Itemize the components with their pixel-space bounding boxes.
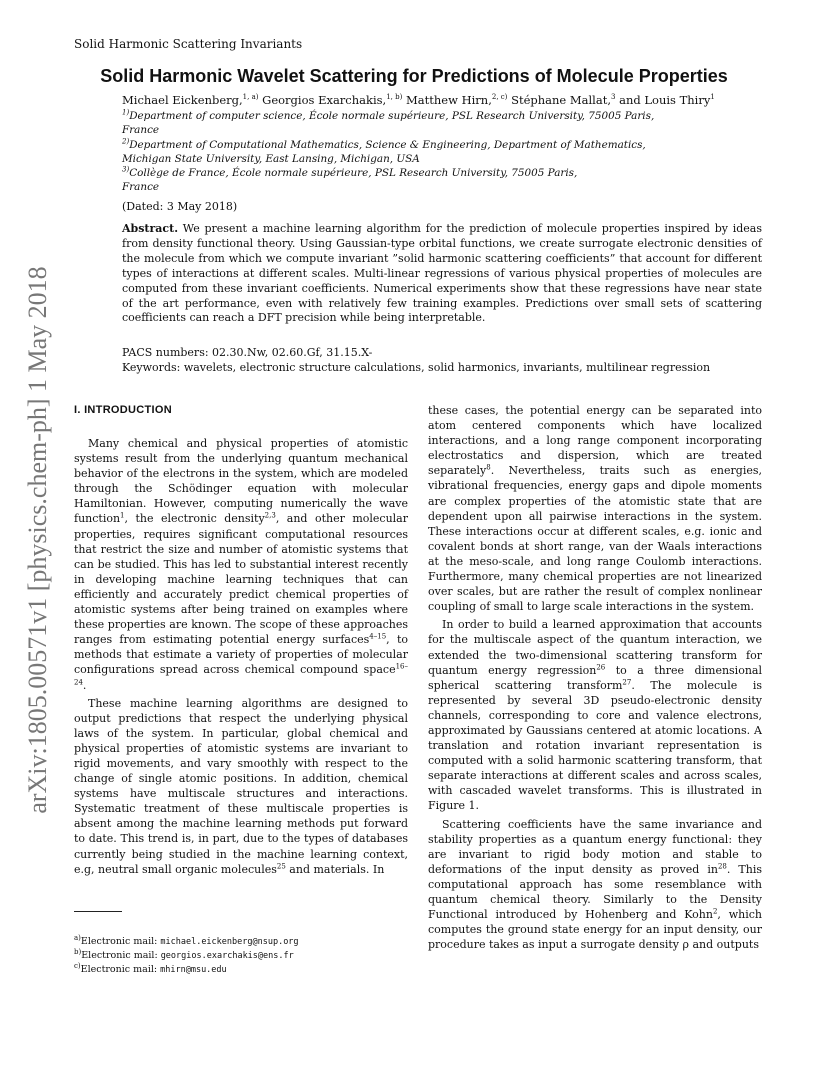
section-heading-introduction: I. INTRODUCTION <box>74 404 172 416</box>
footnote: $^{b)}$Electronic mail: georgios.exarchakis@ens.fr <box>74 947 294 961</box>
affiliations <box>122 109 702 195</box>
abstract <box>122 222 762 326</box>
paragraph: Many chemical and physical properties of atomistic systems result from the underlying quantum mechanical behavior of the electrons in the system, which are modeled through the Schödinger equation with molecular Hamiltonian. However, computing numerically the wave function$^1$, the electronic density$^{2,3}$, and other molecular properties, requires significant computational resources that restrict the size and number of atomistic systems that can be studied. This has led to substantial interest recently in developing machine learning techniques that can efficiently and accurately predict chemical properties of atomistic systems after being trained on examples where these properties are known. The scope of these approaches ranges from estimating potential energy surfaces$^{4-15}$, to methods that estimate a variety of properties of molecular configurations spread across chemical compound space$^{16-24}$. <box>74 437 408 692</box>
footnote: $^{c)}$Electronic mail: mhirn@msu.edu <box>74 961 227 975</box>
citation: 16–24 <box>74 662 408 686</box>
affiliation-mark: 1) <box>122 108 130 117</box>
keywords: Keywords: wavelets, electronic structure calculations, solid harmonics, invariants, multilinear regression <box>122 361 711 374</box>
affiliation-mark: 2) <box>122 137 130 146</box>
citation: 26 <box>596 662 606 671</box>
citation: 4–15 <box>369 632 387 641</box>
affiliation-line: Michigan State University, East Lansing, Michigan, USA <box>122 152 420 165</box>
affiliation-line: $^{3)}$Collège de France, École normale supérieure, PSL Research University, 75005 Paris, <box>122 165 578 180</box>
email-link[interactable]: mhirn@msu.edu <box>160 965 227 975</box>
left-column <box>74 436 408 877</box>
email-link[interactable]: georgios.exarchakis@ens.fr <box>160 951 294 961</box>
citation: 25 <box>276 861 286 870</box>
author-name: Georgios Exarchakis, <box>262 93 387 107</box>
arxiv-identifier-watermark: arXiv:1805.00571v1 [physics.chem-ph] 1 May 2018 <box>23 266 52 814</box>
affiliation-line: $^{1)}$Department of computer science, École normale supérieure, PSL Research University, 75005 Paris, <box>122 108 655 122</box>
citation: 2 <box>712 907 718 916</box>
author-affiliation-mark: 1, a) <box>242 93 259 102</box>
citation: 27 <box>622 678 632 687</box>
citation: 1 <box>120 511 125 520</box>
email-link[interactable]: michael.eickenberg@nsup.org <box>160 937 299 947</box>
paragraph: these cases, the potential energy can be separated into atom centered components which have localized interactions, and a long range component incorporating electrostatics and dispersion, which are treated separately$^8$. Nevertheless, traits such as energies, vibrational frequencies, energy gaps and dipole moments are complex properties of the atomistic state that are dependent upon all pairwise interactions in the system. These interactions occur at different scales, e.g. ionic and covalent bonds at short range, van der Waals interactions at the meso-scale, and long range Coulomb interactions. Furthermore, many chemical properties are not linearized over scales, but are rather the result of complex nonlinear coupling of small to large scale interactions in the system. <box>428 404 762 614</box>
author-list <box>122 93 715 107</box>
footnote: $^{a)}$Electronic mail: michael.eickenberg@nsup.org <box>74 933 299 947</box>
footnotes <box>74 935 299 977</box>
abstract-text: We present a machine learning algorithm for the prediction of molecule properties inspired by ideas from density functional theory. Using Gaussian-type orbital functions, we create surrogate electronic densities of the molecule from which we compute invariant ”solid harmonic scattering coefficients” that account for different types of interactions at different scales. Multi-linear regressions of various physical properties of molecules are computed from these invariant coefficients. Numerical experiments show that these regressions have near state of the art performance, even with relatively few training examples. Predictions over small sets of scattering coefficients can reach a DFT precision while being interpretable. <box>122 222 762 325</box>
paragraph: These machine learning algorithms are designed to output predictions that respect the underlying physical laws of the system. In particular, global chemical and physical properties of atomistic systems are invariant to rigid movements, and vary smoothly with respect to the change of single atomic positions. In addition, chemical systems have multiscale structures and interactions. Systematic treatment of these multiscale properties is absent among the machine learning methods put forward to date. This trend is, in part, due to the types of databases currently being studied in the machine learning context, e.g, neutral small organic molecules$^{25}$ and materials. In <box>74 696 408 876</box>
affiliation-mark: 3) <box>122 165 130 174</box>
author-affiliation-mark: 3 <box>611 93 616 102</box>
affiliation-line: France <box>122 124 160 137</box>
running-head: Solid Harmonic Scattering Invariants <box>74 37 303 51</box>
author-affiliation-mark: 2, c) <box>491 93 508 102</box>
date-line: (Dated: 3 May 2018) <box>122 200 238 213</box>
abstract-label: Abstract. <box>122 222 179 235</box>
paragraph: In order to build a learned approximation that accounts for the multiscale aspect of the quantum interaction, we extended the two-dimensional scattering transform for quantum energy regression$^{26}$ to a three dimensional spherical scattering transform$^{27}$. The molecule is represented by several 3D pseudo-electronic density channels, corresponding to core and valence electrons, approximated by Gaussians centered at atomic locations. A translation and rotation invariant representation is computed with a solid harmonic scattering transform, that separate interactions at different scales and across scales, with cascaded wavelet transforms. This is illustrated in Figure 1. <box>428 618 762 813</box>
author-affiliation-mark: 1 <box>710 93 715 102</box>
paragraph: Scattering coefficients have the same invariance and stability properties as a quantum energy functional: they are invariant to rigid body motion and stable to deformations of the input density as proved $in^{28}$. This computational approach has some resemblance with quantum chemical theory. Similarly to the Density Functional introduced by Hohenberg and Kohn$^2$, which computes the ground state energy for an input density, our procedure takes as input a surrogate density ρ and outputs <box>428 817 763 952</box>
citation: 28 <box>717 862 727 871</box>
footnote-rule <box>74 911 122 912</box>
citation: 2,3 <box>264 511 276 520</box>
author-affiliation-mark: 1, b) <box>386 93 403 102</box>
affiliation-line: $^{2)}$Department of Computational Mathematics, Science & Engineering, Department of Mathematics, <box>122 137 646 151</box>
right-column <box>428 403 762 952</box>
citation: 8 <box>486 463 491 472</box>
author-name: and Louis Thiry <box>619 93 711 107</box>
pacs-numbers: PACS numbers: 02.30.Nw, 02.60.Gf, 31.15.X- <box>122 346 373 359</box>
author-name: Matthew Hirn, <box>406 93 492 107</box>
paper-title: Solid Harmonic Wavelet Scattering for Predictions of Molecule Properties <box>100 66 728 86</box>
author-name: Michael Eickenberg, <box>122 93 243 107</box>
author-name: Stéphane Mallat, <box>511 93 611 107</box>
affiliation-line: France <box>122 181 160 194</box>
